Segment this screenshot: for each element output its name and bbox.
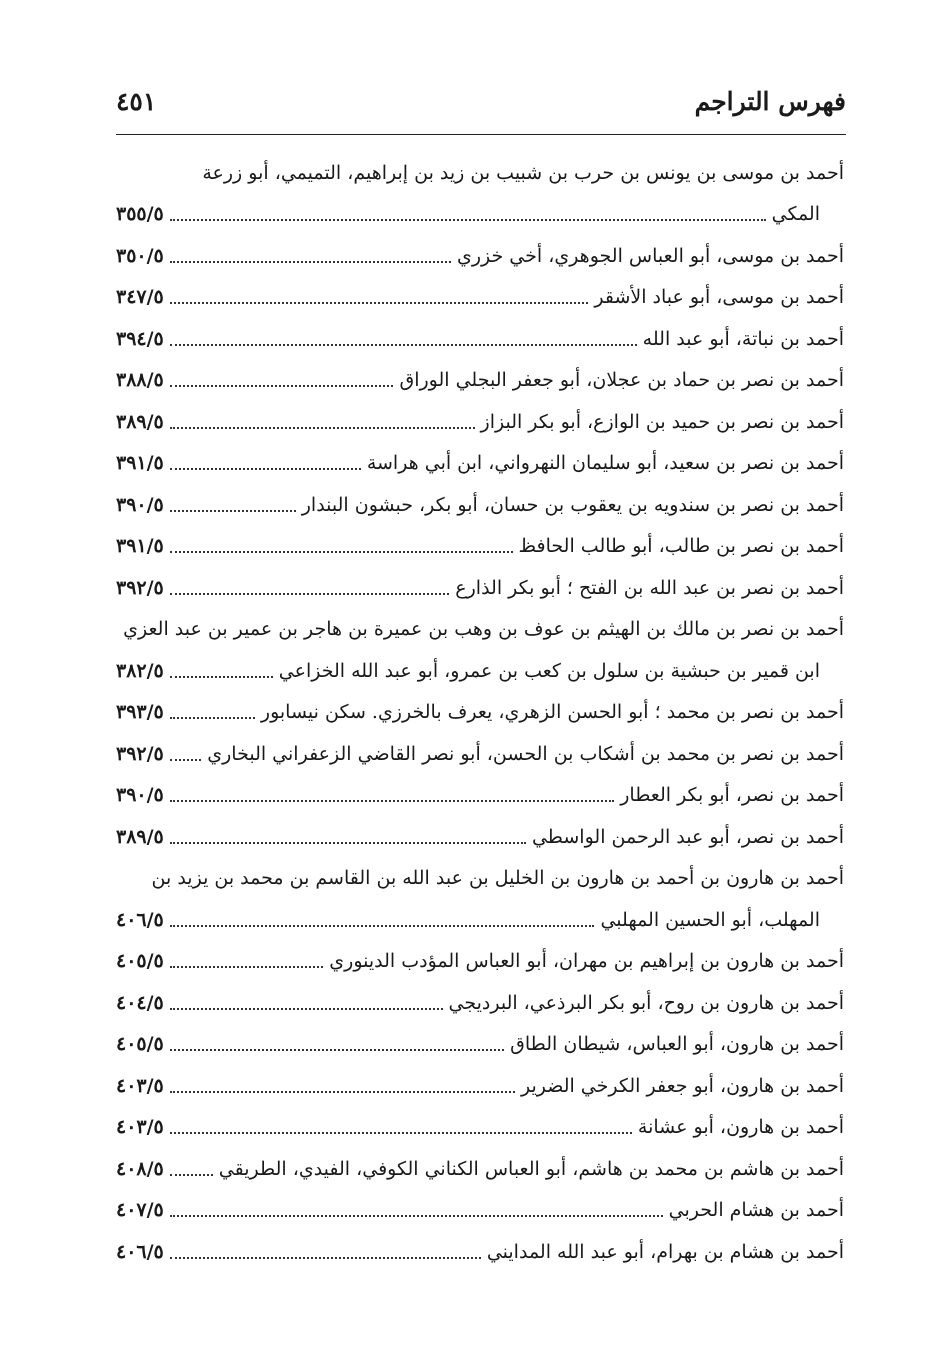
dot-leader: [170, 1215, 663, 1217]
entry-text: أحمد بن نصر بن حميد بن الوازع، أبو بكر البزاز: [480, 410, 844, 433]
entry-text: أحمد بن هشام الحربي: [668, 1199, 844, 1222]
entry-text: ابن قمير بن حبشية بن سلول بن كعب بن عمرو، أبو عبد الله الخزاعي: [278, 659, 820, 682]
dot-leader: [170, 800, 614, 802]
entry-text: المكي: [771, 203, 820, 226]
entry-text: أحمد بن موسى، أبو العباس الجوهري، أخي خزري: [456, 244, 844, 267]
dot-leader: [170, 966, 324, 968]
volume-page-ref: ٣٩٢/٥: [116, 742, 164, 765]
volume-page-ref: ٤٠٥/٥: [116, 1033, 164, 1056]
volume-page-ref: ٣٩١/٥: [116, 452, 164, 475]
volume-page-ref: ٣٨٩/٥: [116, 825, 164, 848]
entry-text: أحمد بن هارون، أبو العباس، شيطان الطاق: [510, 1033, 844, 1056]
volume-page-ref: ٤٠٧/٥: [116, 1199, 164, 1222]
dot-leader: [170, 842, 526, 844]
dot-leader: [170, 551, 513, 553]
index-line: [116, 941, 844, 983]
page-header: [116, 82, 846, 122]
entry-text: أحمد بن نصر بن سندويه بن يعقوب بن حسان، أبو بكر، حبشون البندار: [301, 493, 844, 516]
entry-text: أحمد بن نباتة، أبو عبد الله: [642, 327, 844, 350]
dot-leader: [170, 1008, 443, 1010]
entry-text: أحمد بن هارون بن روح، أبو بكر البرذعي، البرديجي: [448, 991, 844, 1014]
entry-text: أحمد بن نصر بن عبد الله بن الفتح ؛ أبو بكر الذارع: [455, 576, 844, 599]
entry-text: أحمد بن نصر بن حماد بن عجلان، أبو جعفر البجلي الوراق: [399, 369, 844, 392]
entry-text: أحمد بن هاشم بن محمد بن هاشم، أبو العباس الكناني الكوفي، الفيدي، الطريقي: [218, 1157, 844, 1180]
volume-page-ref: ٣٩٠/٥: [116, 493, 164, 516]
dot-leader: [170, 1049, 504, 1051]
index-line: [116, 567, 844, 609]
index-entries: [116, 152, 844, 1273]
entry-text: أحمد بن هارون بن إبراهيم بن مهران، أبو العباس المؤدب الدينوري: [329, 950, 844, 973]
index-line: [116, 360, 844, 402]
volume-page-ref: ٣٩٣/٥: [116, 701, 164, 724]
volume-page-ref: ٤٠٦/٥: [116, 908, 164, 931]
dot-leader: [170, 344, 637, 346]
index-line: [116, 982, 844, 1024]
dot-leader: [170, 1132, 632, 1134]
entry-text: أحمد بن هارون، أبو عشانة: [637, 1116, 844, 1139]
index-line: [116, 1148, 844, 1190]
volume-page-ref: ٣٤٧/٥: [116, 286, 164, 309]
dot-leader: [170, 925, 595, 927]
entry-text: أحمد بن نصر بن محمد بن أشكاب بن الحسن، أبو نصر القاضي الزعفراني البخاري: [207, 742, 844, 765]
index-line: [116, 692, 844, 734]
entry-text: أحمد بن هارون، أبو جعفر الكرخي الضرير: [520, 1074, 844, 1097]
volume-page-ref: ٤٠٦/٥: [116, 1240, 164, 1263]
dot-leader: [170, 468, 361, 470]
index-line: [116, 899, 844, 941]
entry-text: أحمد بن نصر بن طالب، أبو طالب الحافظ: [518, 535, 844, 558]
index-line: [116, 277, 844, 319]
index-line: [116, 775, 844, 817]
dot-leader: [170, 717, 255, 719]
volume-page-ref: ٣٩٢/٥: [116, 576, 164, 599]
volume-page-ref: ٣٩١/٥: [116, 535, 164, 558]
index-line: [116, 235, 844, 277]
dot-leader: [170, 1174, 213, 1176]
volume-page-ref: ٤٠٨/٥: [116, 1157, 164, 1180]
header-rule: [116, 134, 846, 135]
index-line: [116, 1231, 844, 1273]
volume-page-ref: ٣٨٩/٥: [116, 410, 164, 433]
volume-page-ref: ٣٨٨/٥: [116, 369, 164, 392]
dot-leader: [170, 385, 394, 387]
index-line: [116, 1190, 844, 1232]
dot-leader: [170, 593, 450, 595]
entry-text: أحمد بن نصر بن سعيد، أبو سليمان النهرواني، ابن أبي هراسة: [366, 452, 844, 475]
entry-text: أحمد بن موسى، أبو عباد الأشقر: [594, 286, 844, 309]
entry-text: المهلب، أبو الحسين المهلبي: [600, 908, 820, 931]
index-line: [116, 526, 844, 568]
index-line: [116, 443, 844, 485]
entry-text: أحمد بن نصر، أبو بكر العطار: [620, 784, 844, 807]
index-line: [116, 733, 844, 775]
index-line: [116, 609, 844, 651]
volume-page-ref: ٣٨٢/٥: [116, 659, 164, 682]
index-line: [116, 1065, 844, 1107]
volume-page-ref: ٤٠٤/٥: [116, 991, 164, 1014]
entry-text: أحمد بن نصر بن محمد ؛ أبو الحسن الزهري، يعرف بالخرزي. سكن نيسابور: [260, 701, 844, 724]
volume-page-ref: ٤٠٥/٥: [116, 950, 164, 973]
volume-page-ref: ٣٥٠/٥: [116, 244, 164, 267]
page-number: ٤٥١: [116, 87, 157, 116]
page-title: فهرس التراجم: [694, 87, 846, 116]
index-line: [116, 401, 844, 443]
entry-text: أحمد بن نصر بن مالك بن الهيثم بن عوف بن وهب بن عميرة بن هاجر بن عمير بن عبد العزي: [123, 618, 844, 641]
dot-leader: [170, 427, 475, 429]
index-line: [116, 1107, 844, 1149]
index-line: [116, 1024, 844, 1066]
volume-page-ref: ٣٥٥/٥: [116, 203, 164, 226]
dot-leader: [170, 302, 589, 304]
dot-leader: [170, 1091, 515, 1093]
entry-text: أحمد بن نصر، أبو عبد الرحمن الواسطي: [531, 825, 844, 848]
volume-page-ref: ٣٩٠/٥: [116, 784, 164, 807]
dot-leader: [170, 1257, 481, 1259]
index-line: [116, 194, 844, 236]
dot-leader: [170, 510, 296, 512]
dot-leader: [170, 219, 766, 221]
index-line: [116, 816, 844, 858]
entry-text: أحمد بن هشام بن بهرام، أبو عبد الله المدايني: [486, 1240, 844, 1263]
volume-page-ref: ٣٩٤/٥: [116, 327, 164, 350]
entry-text: أحمد بن موسى بن يونس بن حرب بن شبيب بن زيد بن إبراهيم، التميمي، أبو زرعة: [202, 161, 844, 184]
volume-page-ref: ٤٠٣/٥: [116, 1116, 164, 1139]
index-line: [116, 484, 844, 526]
dot-leader: [170, 759, 201, 761]
index-line: [116, 318, 844, 360]
index-line: [116, 858, 844, 900]
index-line: [116, 152, 844, 194]
dot-leader: [170, 261, 451, 263]
entry-text: أحمد بن هارون بن أحمد بن هارون بن الخليل بن عبد الله بن القاسم بن محمد بن يزيد بن: [151, 867, 844, 890]
dot-leader: [170, 676, 273, 678]
volume-page-ref: ٤٠٣/٥: [116, 1074, 164, 1097]
index-line: [116, 650, 844, 692]
